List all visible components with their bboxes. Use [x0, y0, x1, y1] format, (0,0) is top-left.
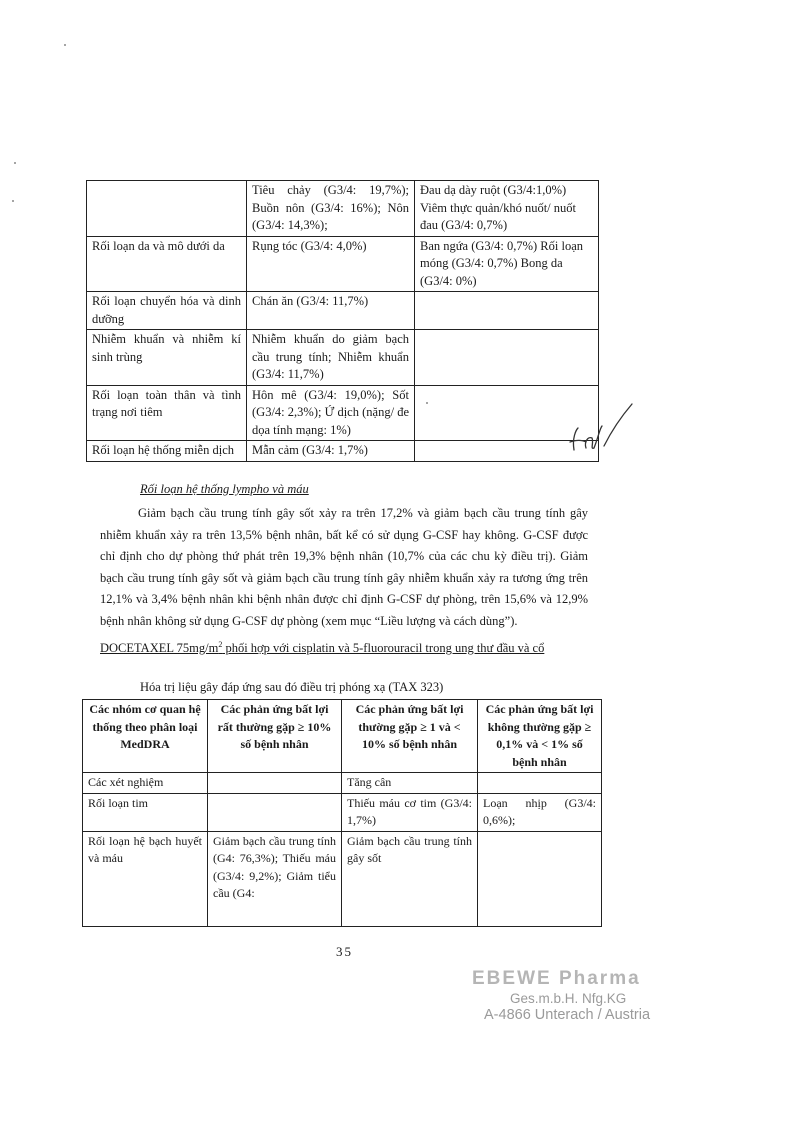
common-cell [415, 330, 599, 386]
adverse-reactions-table-continued [86, 180, 599, 462]
regimen-heading-part: phối hợp với cisplatin và 5-fluorouracil trong ung thư đầu và cổ [222, 641, 545, 656]
table-row [83, 831, 602, 926]
organ-class-cell: Các xét nghiệm [83, 773, 208, 794]
common-cell: Ban ngứa (G3/4: 0,7%) Rối loạn móng (G3/4: 0,7%) Bong da (G3/4: 0%) [415, 236, 599, 292]
very-common-cell: Rụng tóc (G3/4: 4,0%) [247, 236, 415, 292]
column-header: Các phản ứng bất lợi thường gặp ≥ 1 và < 10% số bệnh nhân [342, 700, 478, 773]
scan-speck [426, 402, 428, 404]
scan-speck [12, 200, 14, 202]
section-subheading: Rối loạn hệ thống lympho và máu [140, 482, 309, 496]
table-header-row [83, 700, 602, 773]
organ-class-cell: Rối loạn da và mô dưới da [87, 236, 247, 292]
column-header: Các nhóm cơ quan hệ thống theo phân loại MedDRA [83, 700, 208, 773]
table-row [87, 181, 599, 237]
table-row [83, 793, 602, 831]
common-cell: Giảm bạch cầu trung tính gây sốt [342, 831, 478, 926]
organ-class-cell: Rối loạn toàn thân và tình trạng nơi tiêm [87, 385, 247, 441]
table-row [87, 385, 599, 441]
organ-class-cell: Rối loạn tim [83, 793, 208, 831]
common-cell: Thiếu máu cơ tim (G3/4: 1,7%) [342, 793, 478, 831]
very-common-cell: Hôn mê (G3/4: 19,0%); Sốt (G3/4: 2,3%); Ứ dịch (nặng/ đe dọa tính mạng: 1%) [247, 385, 415, 441]
column-header: Các phản ứng bất lợi không thường gặp ≥ 0,1% và < 1% số bệnh nhân [478, 700, 602, 773]
very-common-cell: Mẫn cảm (G3/4: 1,7%) [247, 441, 415, 462]
table-row [87, 330, 599, 386]
common-cell: Đau dạ dày ruột (G3/4:1,0%) Viêm thực quản/khó nuốt/ nuốt đau (G3/4: 0,7%) [415, 181, 599, 237]
regimen-heading-part: DOCETAXEL 75mg/m [100, 641, 219, 656]
table-row [87, 292, 599, 330]
column-header: Các phản ứng bất lợi rất thường gặp ≥ 10% số bệnh nhân [208, 700, 342, 773]
very-common-cell [208, 793, 342, 831]
table-row [87, 236, 599, 292]
organ-class-cell: Rối loạn hệ bạch huyết và máu [83, 831, 208, 926]
table-row [87, 441, 599, 462]
organ-class-cell [87, 181, 247, 237]
table-row [83, 773, 602, 794]
regimen-heading-superscript: 2 [218, 640, 223, 649]
scan-speck [14, 162, 16, 164]
scan-speck [64, 44, 66, 46]
stamp-address: A-4866 Unterach / Austria [484, 1007, 651, 1023]
tax323-adverse-reactions-table [82, 699, 602, 927]
handwritten-initials-signature [560, 398, 640, 458]
page-number: 35 [336, 944, 353, 959]
very-common-cell [208, 773, 342, 794]
stamp-company-name: EBEWE Pharma [472, 968, 641, 989]
uncommon-cell [478, 831, 602, 926]
very-common-cell: Giảm bạch cầu trung tính (G4: 76,3%); Thiếu máu (G3/4: 9,2%); Giảm tiểu cầu (G4: [208, 831, 342, 926]
organ-class-cell: Rối loạn hệ thống miễn dịch [87, 441, 247, 462]
regimen-heading [100, 634, 588, 659]
uncommon-cell [478, 773, 602, 794]
uncommon-cell: Loạn nhịp (G3/4: 0,6%); [478, 793, 602, 831]
common-cell: Tăng cân [342, 773, 478, 794]
body-paragraph: Giảm bạch cầu trung tính gây sốt xảy ra trên 17,2% và giảm bạch cầu trung tính gây nhiễm khuẩn xảy ra trên 13,5% bệnh nhân, bất kể có sử dụng G-CSF hay không. G-CSF được chỉ định cho dự phòng thứ phát trên 19,3% bệnh nhân (10,7% của các chu kỳ điều trị). Giảm bạch cầu trung tính gây sốt và giảm bạch cầu trung tính gây nhiễm khuẩn xảy ra tương ứng trên 12,1% và 3,4% bệnh nhân khi bệnh nhân được chỉ định G-CSF dự phòng, trên 15,6% và 12,9% bệnh nhân không sử dụng G-CSF dự phòng (xem mục “Liều lượng và cách dùng”). [100, 506, 588, 628]
very-common-cell: Nhiễm khuẩn do giảm bạch cầu trung tính; Nhiễm khuẩn (G3/4: 11,7%) [247, 330, 415, 386]
very-common-cell: Tiêu chảy (G3/4: 19,7%); Buồn nôn (G3/4: 16%); Nôn (G3/4: 14,3%); [247, 181, 415, 237]
company-stamp [472, 968, 662, 1023]
common-cell [415, 292, 599, 330]
very-common-cell: Chán ăn (G3/4: 11,7%) [247, 292, 415, 330]
regimen-subtitle: Hóa trị liệu gây đáp ứng sau đó điều trị phóng xạ (TAX 323) [140, 680, 444, 694]
stamp-legal-form: Ges.m.b.H. Nfg.KG [510, 991, 627, 1006]
organ-class-cell: Rối loạn chuyển hóa và dinh dưỡng [87, 292, 247, 330]
organ-class-cell: Nhiễm khuẩn và nhiễm kí sinh trùng [87, 330, 247, 386]
